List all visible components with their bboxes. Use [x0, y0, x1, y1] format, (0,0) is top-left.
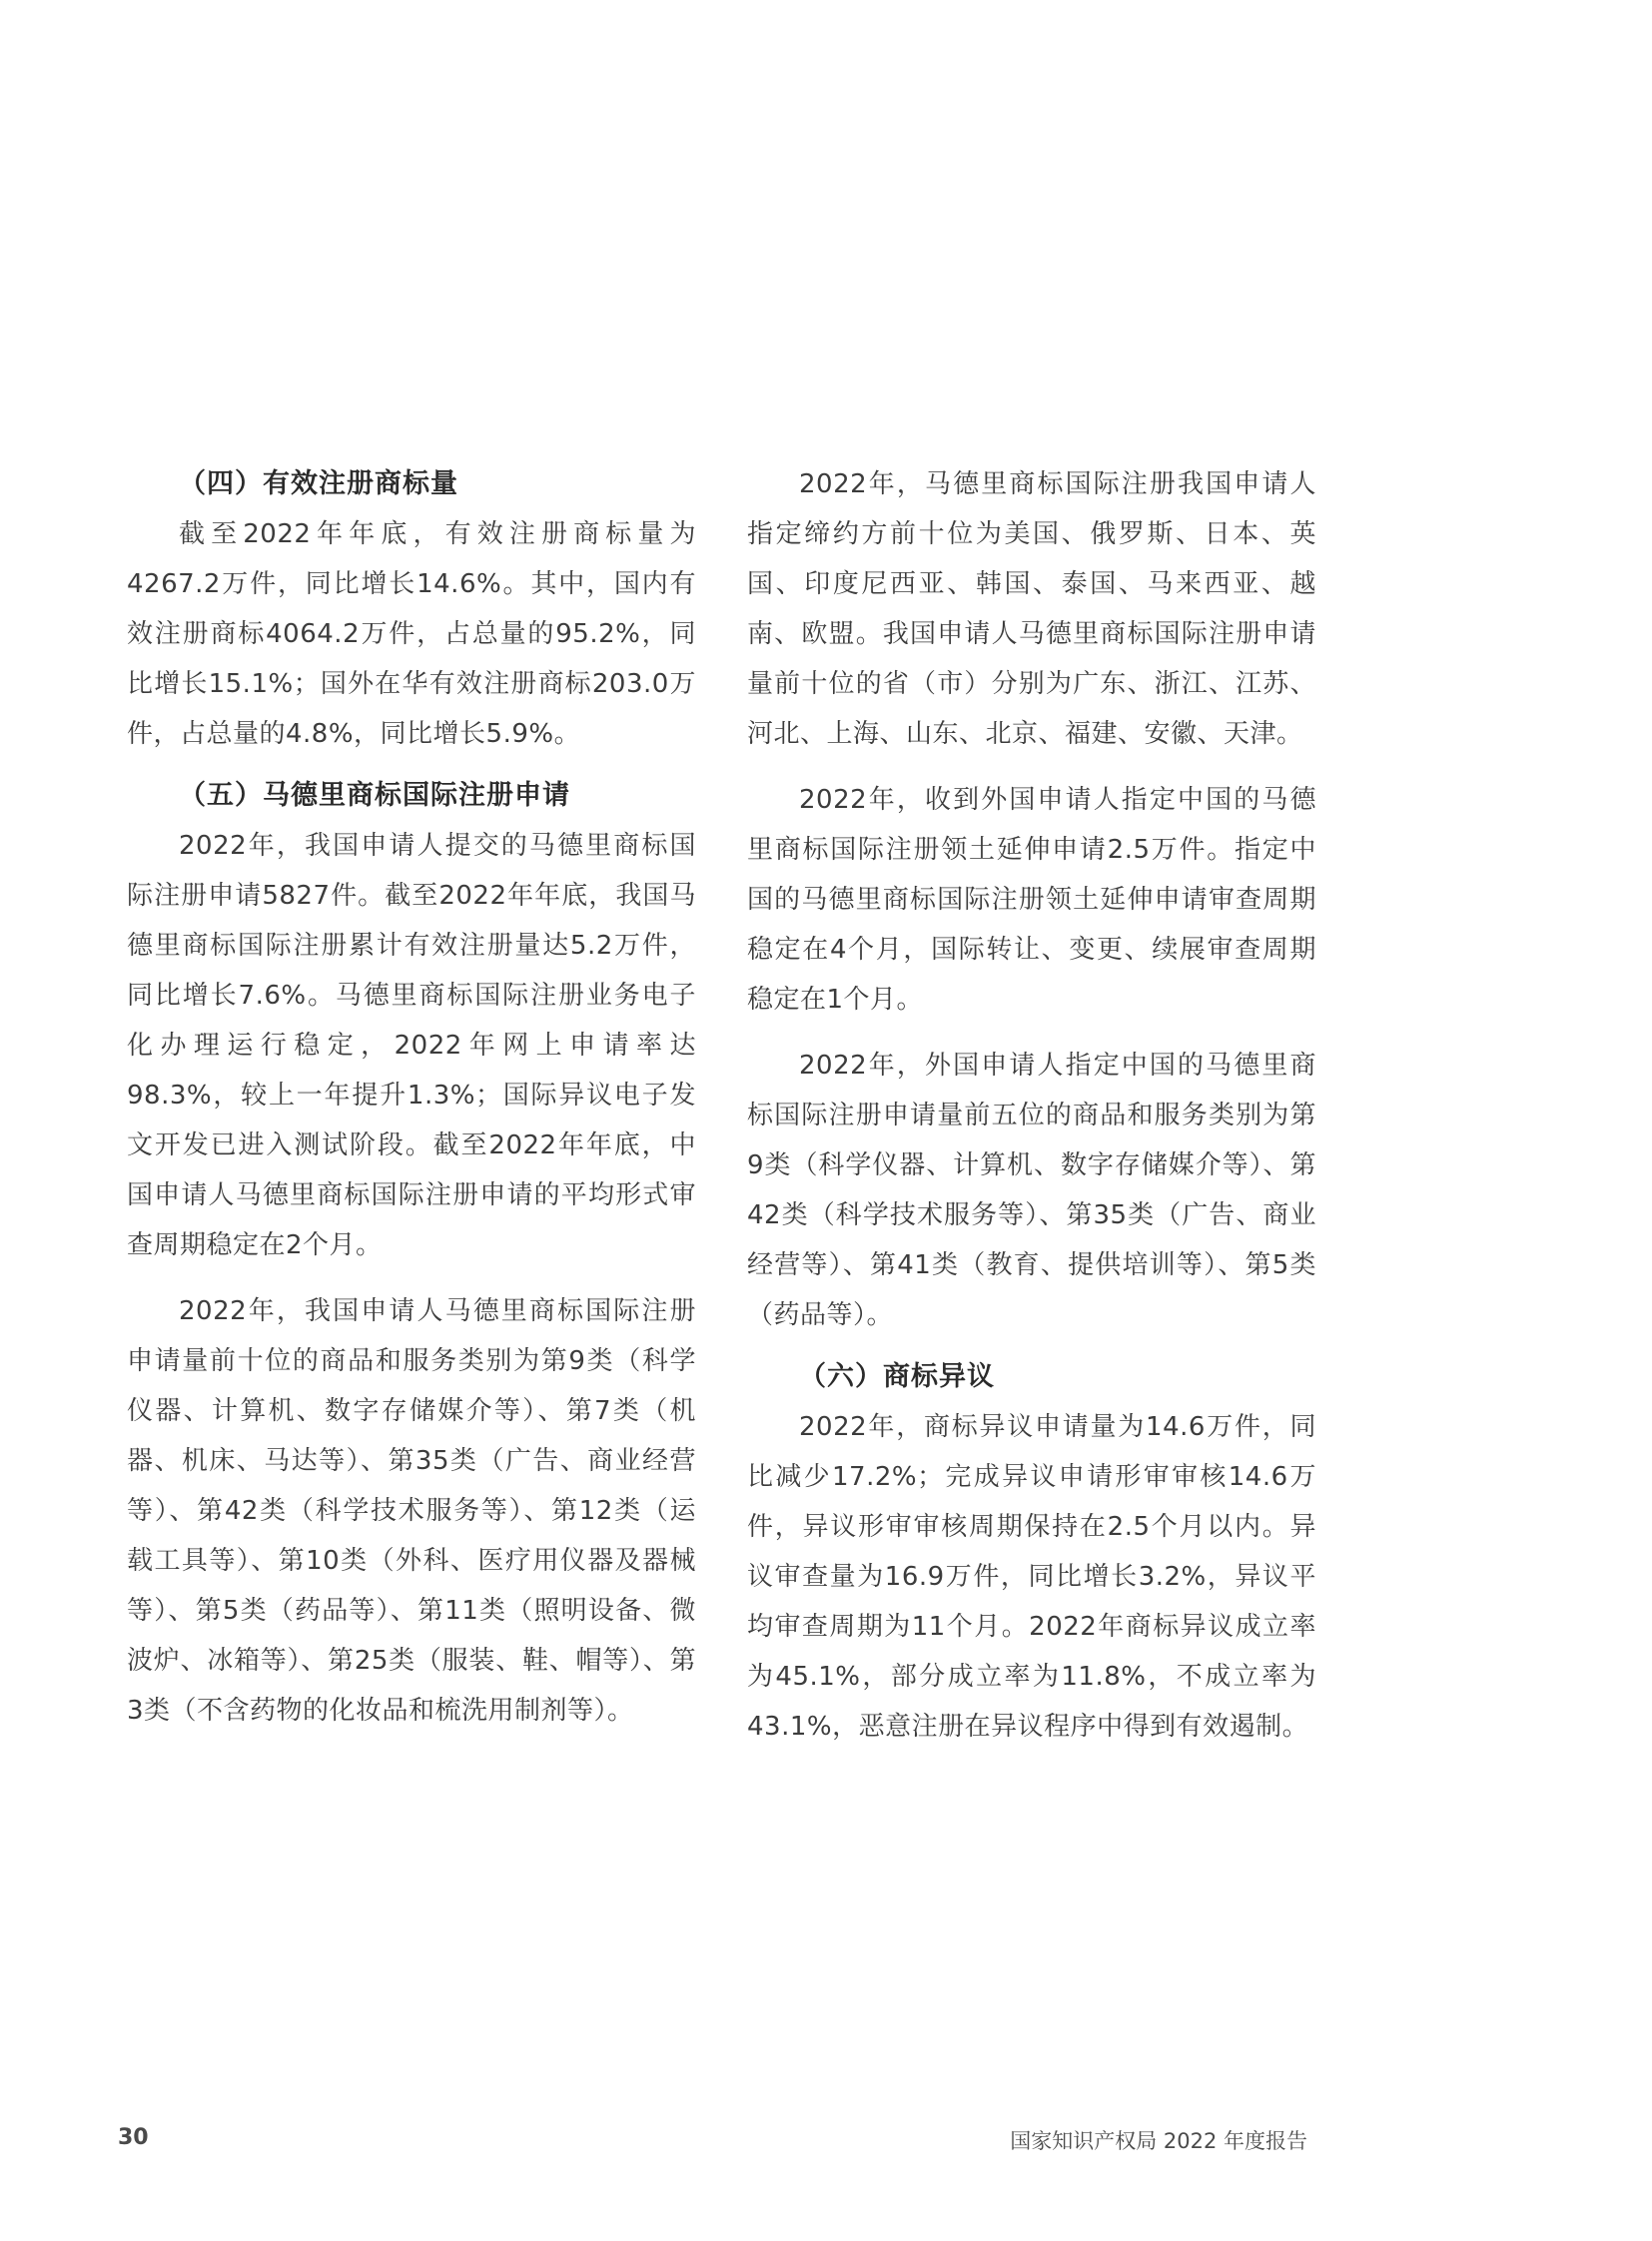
paragraph-madrid-top-countries: 2022年，马德里商标国际注册我国申请人指定缔约方前十位为美国、俄罗斯、日本、英国、印度尼西亚、韩国、泰国、马来西亚、越南、欧盟。我国申请人马德里商标国际注册申请量前十位的省（市）分别为广东、浙江、江苏、河北、上海、山东、北京、福建、安徽、天津。: [747, 469, 1316, 749]
section-heading-5: （五）马德里商标国际注册申请: [179, 780, 570, 811]
paragraph-madrid-foreign-extensions: 2022年，收到外国申请人指定中国的马德里商标国际注册领土延伸申请2.5万件。指定中国的马德里商标国际注册领土延伸申请审查周期稳定在4个月，国际转让、变更、续展审查周期稳定在1个月。: [747, 785, 1316, 1015]
paragraph-madrid-top-classes-domestic: 2022年，我国申请人马德里商标国际注册申请量前十位的商品和服务类别为第9类（科学仪器、计算机、数字存储媒介等）、第7类（机器、机床、马达等）、第35类（广告、商业经营等）、第42类（科学技术服务等）、第12类（运载工具等）、第10类（外科、医疗用仪器及器械等）、第5类（药品等）、第11类（照明设备、微波炉、冰箱等）、第25类（服装、鞋、帽等）、第3类（不含药物的化妆品和梳洗用制剂等）。: [127, 1296, 696, 1726]
right-column: [747, 459, 1316, 1752]
paragraph-effective-trademarks: 截至2022年年底，有效注册商标量为4267.2万件，同比增长14.6%。其中，国内有效注册商标4064.2万件，占总量的95.2%，同比增长15.1%；国外在华有效注册商标203.0万件，占总量的4.8%，同比增长5.9%。: [127, 519, 696, 749]
page-number: 30: [118, 2125, 149, 2150]
paragraph-trademark-opposition: 2022年，商标异议申请量为14.6万件，同比减少17.2%；完成异议申请形审审核14.6万件，异议形审审核周期保持在2.5个月以内。异议审查量为16.9万件，同比增长3.2%，异议平均审查周期为11个月。2022年商标异议成立率为45.1%，部分成立率为11.8%，不成立率为43.1%，恶意注册在异议程序中得到有效遏制。: [747, 1412, 1316, 1742]
paragraph-madrid-applications: 2022年，我国申请人提交的马德里商标国际注册申请5827件。截至2022年年底，我国马德里商标国际注册累计有效注册量达5.2万件，同比增长7.6%。马德里商标国际注册业务电子化办理运行稳定，2022年网上申请率达98.3%，较上一年提升1.3%；国际异议电子发文开发已进入测试阶段。截至2022年年底，中国申请人马德里商标国际注册申请的平均形式审查周期稳定在2个月。: [127, 831, 696, 1260]
section-heading-6: （六）商标异议: [799, 1361, 995, 1392]
paragraph-madrid-top-classes-foreign: 2022年，外国申请人指定中国的马德里商标国际注册申请量前五位的商品和服务类别为第9类（科学仪器、计算机、数字存储媒介等）、第42类（科学技术服务等）、第35类（广告、商业经营等）、第41类（教育、提供培训等）、第5类（药品等）。: [747, 1051, 1316, 1330]
left-column: [127, 459, 696, 1736]
report-title: 国家知识产权局 2022 年度报告: [1010, 2129, 1307, 2153]
section-heading-4: （四）有效注册商标量: [179, 468, 458, 499]
